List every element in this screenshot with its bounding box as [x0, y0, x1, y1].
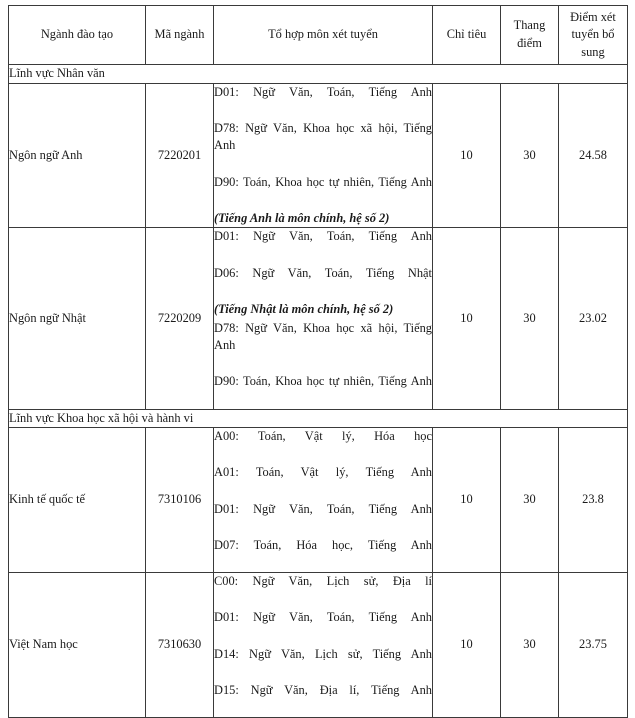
table-row: [9, 83, 628, 228]
combo-line: D01: Ngữ Văn, Toán, Tiếng Anh: [214, 229, 432, 244]
section-header-row: [9, 409, 628, 428]
cell-quota: 10: [433, 573, 501, 718]
column-header-combos: Tổ hợp môn xét tuyển: [214, 6, 433, 65]
section-header-row: [9, 65, 628, 84]
combo-line: A01: Toán, Vật lý, Tiếng Anh: [214, 465, 432, 480]
column-header-scale: Thang điểm: [501, 6, 559, 65]
table-row: [9, 228, 628, 409]
cell-combos: [214, 573, 433, 718]
combo-line: D06: Ngữ Văn, Toán, Tiếng Nhật: [214, 265, 432, 280]
combo-line: D01: Ngữ Văn, Toán, Tiếng Anh: [214, 501, 432, 516]
cell-score: 23.8: [559, 428, 628, 573]
cell-code: 7310630: [146, 573, 214, 718]
section-title: Lĩnh vực Khoa học xã hội và hành vi: [9, 409, 628, 428]
cell-scale: 30: [501, 573, 559, 718]
combo-line: D90: Toán, Khoa học tự nhiên, Tiếng Anh: [214, 174, 432, 189]
table-body: [9, 65, 628, 718]
header-row: [9, 6, 628, 65]
combo-note: (Tiếng Nhật là môn chính, hệ số 2): [214, 301, 394, 316]
column-header-code: Mã ngành: [146, 6, 214, 65]
combo-line: D78: Ngữ Văn, Khoa học xã hội, Tiếng Anh: [214, 120, 432, 153]
cell-score: 23.02: [559, 228, 628, 409]
cell-score: 24.58: [559, 83, 628, 228]
cell-code: 7220201: [146, 83, 214, 228]
combo-line: A00: Toán, Vật lý, Hóa học: [214, 429, 432, 444]
cell-quota: 10: [433, 428, 501, 573]
column-header-quota: Chỉ tiêu: [433, 6, 501, 65]
combo-line: D01: Ngữ Văn, Toán, Tiếng Anh: [214, 610, 432, 625]
cell-major: Kinh tế quốc tế: [9, 428, 146, 573]
combo-line: D90: Toán, Khoa học tự nhiên, Tiếng Anh: [214, 374, 432, 389]
cell-code: 7220209: [146, 228, 214, 409]
cell-combos: [214, 428, 433, 573]
combo-line: C00: Ngữ Văn, Lịch sử, Địa lí: [214, 574, 432, 589]
combo-note: (Tiếng Anh là môn chính, hệ số 2): [214, 210, 390, 225]
cell-quota: 10: [433, 228, 501, 409]
cell-scale: 30: [501, 83, 559, 228]
column-header-major: Ngành đào tạo: [9, 6, 146, 65]
cell-scale: 30: [501, 428, 559, 573]
combo-line: D07: Toán, Hóa học, Tiếng Anh: [214, 537, 432, 552]
cell-combos: [214, 83, 433, 228]
cell-combos: [214, 228, 433, 409]
combo-line: D01: Ngữ Văn, Toán, Tiếng Anh: [214, 84, 432, 99]
cell-major: Việt Nam học: [9, 573, 146, 718]
cell-score: 23.75: [559, 573, 628, 718]
cell-quota: 10: [433, 83, 501, 228]
table-header: [9, 6, 628, 65]
cell-scale: 30: [501, 228, 559, 409]
combo-line: D15: Ngữ Văn, Địa lí, Tiếng Anh: [214, 682, 432, 697]
column-header-score: Điểm xét tuyển bổ sung: [559, 6, 628, 65]
cell-major: Ngôn ngữ Nhật: [9, 228, 146, 409]
table-row: [9, 428, 628, 573]
table-row: [9, 573, 628, 718]
cell-major: Ngôn ngữ Anh: [9, 83, 146, 228]
combo-line: D14: Ngữ Văn, Lịch sử, Tiếng Anh: [214, 646, 432, 661]
combo-line: D78: Ngữ Văn, Khoa học xã hội, Tiếng Anh: [214, 320, 432, 353]
admissions-table: [8, 5, 628, 718]
section-title: Lĩnh vực Nhân văn: [9, 65, 628, 84]
cell-code: 7310106: [146, 428, 214, 573]
